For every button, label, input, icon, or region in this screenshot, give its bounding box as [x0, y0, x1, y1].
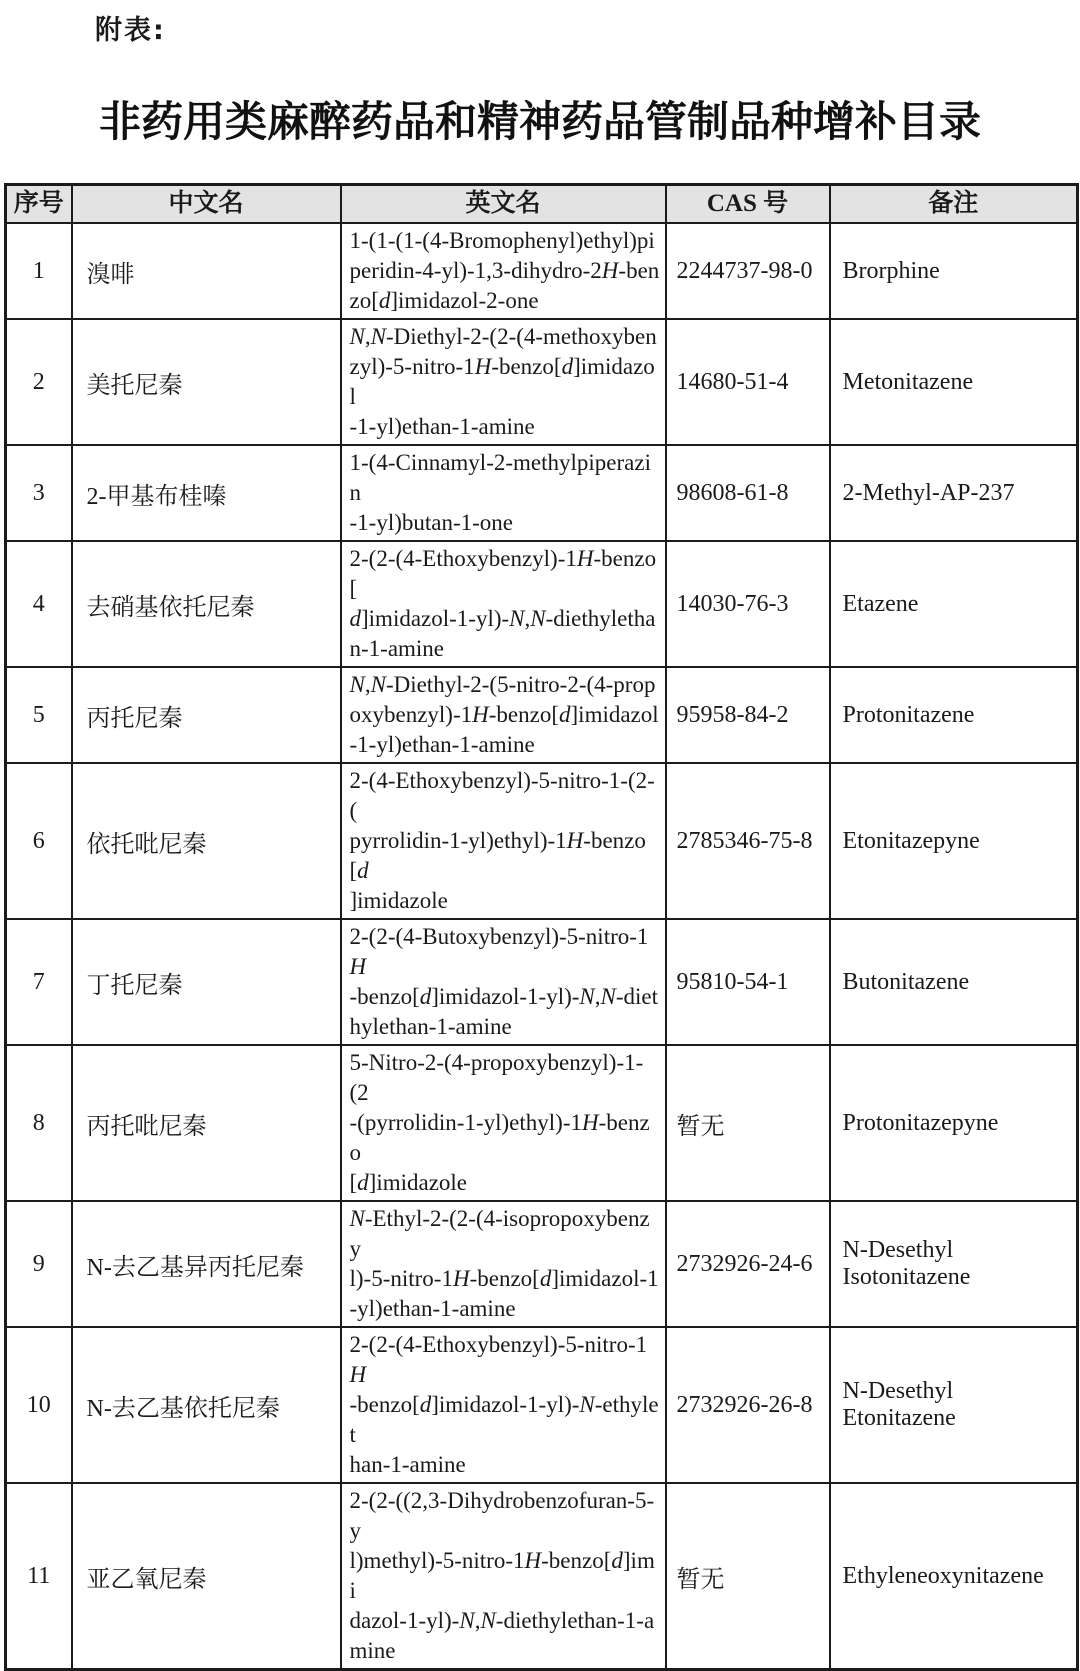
- table-row: [6, 1201, 1078, 1327]
- table-row: [6, 541, 1078, 667]
- chinese-name-cell: 亚乙氧尼秦: [72, 1483, 341, 1670]
- remark-cell: Metonitazene: [830, 319, 1078, 445]
- appendix-label: 附表:: [95, 15, 166, 46]
- row-number-cell: 7: [6, 919, 72, 1045]
- column-header-no: 序号: [6, 185, 72, 224]
- chinese-name-cell: 丙托尼秦: [72, 667, 341, 763]
- chinese-name-cell: 溴啡: [72, 223, 341, 319]
- table-row: [6, 667, 1078, 763]
- chinese-name-cell: N-去乙基依托尼秦: [72, 1327, 341, 1483]
- column-header-remark: 备注: [830, 185, 1078, 224]
- english-name-cell: 2-(4-Ethoxybenzyl)-5-nitro-1-(2-( pyrrolidin-1-yl)ethyl)-1H-benzo[d ]imidazole: [341, 763, 666, 919]
- table-row: [6, 319, 1078, 445]
- chinese-name-cell: 2-甲基布桂嗪: [72, 445, 341, 541]
- page-title: 非药用类麻醉药品和精神药品管制品种增补目录: [98, 100, 981, 146]
- cas-number-cell: 2785346-75-8: [666, 763, 830, 919]
- cas-number-cell: 2732926-26-8: [666, 1327, 830, 1483]
- row-number-cell: 2: [6, 319, 72, 445]
- cas-number-cell: 暂无: [666, 1483, 830, 1670]
- cas-number-cell: 2244737-98-0: [666, 223, 830, 319]
- cas-number-cell: 14030-76-3: [666, 541, 830, 667]
- cas-number-cell: 95810-54-1: [666, 919, 830, 1045]
- remark-cell: Butonitazene: [830, 919, 1078, 1045]
- chinese-name-cell: 丁托尼秦: [72, 919, 341, 1045]
- remark-cell: Protonitazepyne: [830, 1045, 1078, 1201]
- cas-number-cell: 2732926-24-6: [666, 1201, 830, 1327]
- cas-number-cell: 暂无: [666, 1045, 830, 1201]
- cas-number-cell: 95958-84-2: [666, 667, 830, 763]
- row-number-cell: 3: [6, 445, 72, 541]
- english-name-cell: N-Ethyl-2-(2-(4-isopropoxybenzy l)-5-nitro-1H-benzo[d]imidazol-1 -yl)ethan-1-amine: [341, 1201, 666, 1327]
- chinese-name-cell: 依托吡尼秦: [72, 763, 341, 919]
- table-row: [6, 223, 1078, 319]
- english-name-cell: N,N-Diethyl-2-(2-(4-methoxyben zyl)-5-nitro-1H-benzo[d]imidazol -1-yl)ethan-1-amine: [341, 319, 666, 445]
- row-number-cell: 1: [6, 223, 72, 319]
- row-number-cell: 11: [6, 1483, 72, 1670]
- catalog-table: [4, 183, 1079, 1671]
- chinese-name-cell: 去硝基依托尼秦: [72, 541, 341, 667]
- row-number-cell: 4: [6, 541, 72, 667]
- chinese-name-cell: 美托尼秦: [72, 319, 341, 445]
- chinese-name-cell: 丙托吡尼秦: [72, 1045, 341, 1201]
- table-row: [6, 919, 1078, 1045]
- english-name-cell: 1-(4-Cinnamyl-2-methylpiperazin -1-yl)butan-1-one: [341, 445, 666, 541]
- table-row: [6, 763, 1078, 919]
- english-name-cell: N,N-Diethyl-2-(5-nitro-2-(4-prop oxybenzyl)-1H-benzo[d]imidazol -1-yl)ethan-1-amine: [341, 667, 666, 763]
- cas-number-cell: 14680-51-4: [666, 319, 830, 445]
- chinese-name-cell: N-去乙基异丙托尼秦: [72, 1201, 341, 1327]
- table-row: [6, 1483, 1078, 1670]
- remark-cell: Ethyleneoxynitazene: [830, 1483, 1078, 1670]
- english-name-cell: 2-(2-(4-Ethoxybenzyl)-1H-benzo[ d]imidazol-1-yl)-N,N-diethyletha n-1-amine: [341, 541, 666, 667]
- remark-cell: Protonitazene: [830, 667, 1078, 763]
- remark-cell: Brorphine: [830, 223, 1078, 319]
- table-header-row: [6, 185, 1078, 224]
- cas-number-cell: 98608-61-8: [666, 445, 830, 541]
- remark-cell: N-Desethyl Etonitazene: [830, 1327, 1078, 1483]
- row-number-cell: 9: [6, 1201, 72, 1327]
- row-number-cell: 5: [6, 667, 72, 763]
- english-name-cell: 2-(2-((2,3-Dihydrobenzofuran-5-y l)methyl)-5-nitro-1H-benzo[d]imi dazol-1-yl)-N,N-diethylethan-1-a mine: [341, 1483, 666, 1670]
- remark-cell: N-Desethyl Isotonitazene: [830, 1201, 1078, 1327]
- table-row: [6, 1045, 1078, 1201]
- english-name-cell: 1-(1-(1-(4-Bromophenyl)ethyl)pi peridin-4-yl)-1,3-dihydro-2H-ben zo[d]imidazol-2-one: [341, 223, 666, 319]
- column-header-chinese-name: 中文名: [72, 185, 341, 224]
- english-name-cell: 5-Nitro-2-(4-propoxybenzyl)-1-(2 -(pyrrolidin-1-yl)ethyl)-1H-benzo [d]imidazole: [341, 1045, 666, 1201]
- row-number-cell: 8: [6, 1045, 72, 1201]
- row-number-cell: 10: [6, 1327, 72, 1483]
- remark-cell: Etonitazepyne: [830, 763, 1078, 919]
- table-row: [6, 445, 1078, 541]
- remark-cell: Etazene: [830, 541, 1078, 667]
- table-row: [6, 1327, 1078, 1483]
- column-header-english-name: 英文名: [341, 185, 666, 224]
- english-name-cell: 2-(2-(4-Ethoxybenzyl)-5-nitro-1H -benzo[d]imidazol-1-yl)-N-ethylet han-1-amine: [341, 1327, 666, 1483]
- column-header-cas-number: CAS 号: [666, 185, 830, 224]
- remark-cell: 2-Methyl-AP-237: [830, 445, 1078, 541]
- english-name-cell: 2-(2-(4-Butoxybenzyl)-5-nitro-1H -benzo[d]imidazol-1-yl)-N,N-diet hylethan-1-amine: [341, 919, 666, 1045]
- row-number-cell: 6: [6, 763, 72, 919]
